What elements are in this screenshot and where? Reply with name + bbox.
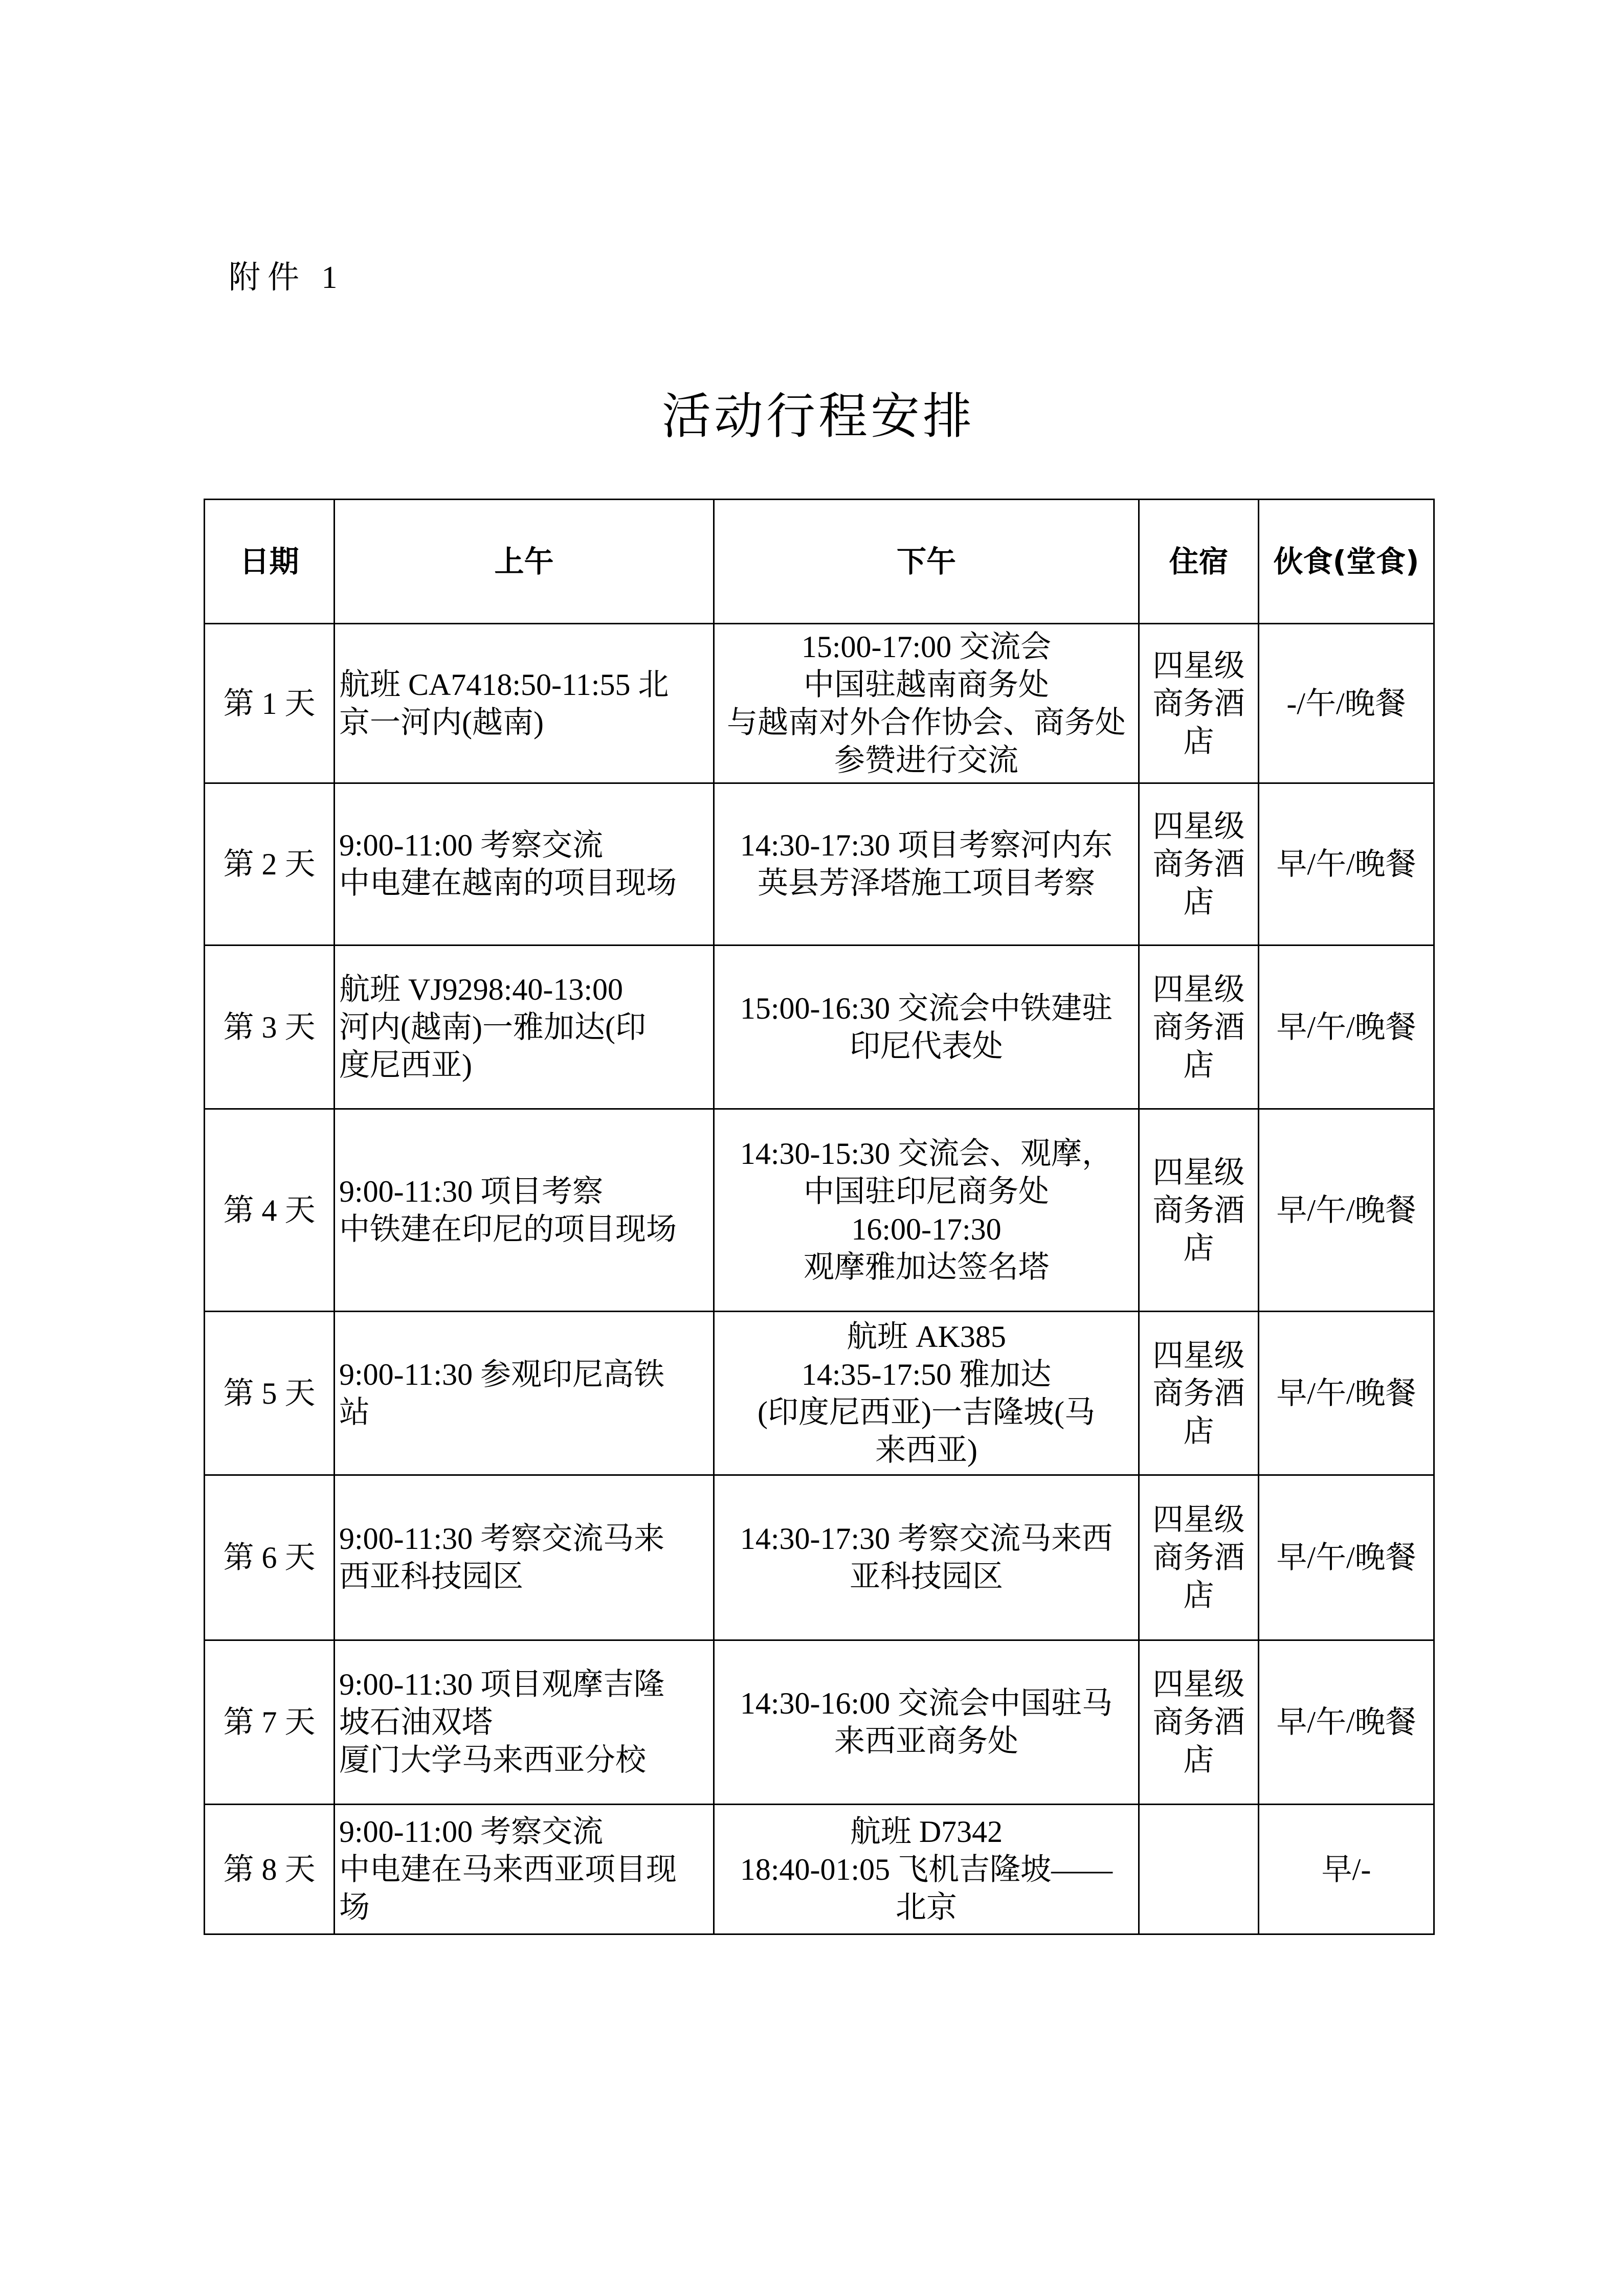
lodging-cell <box>1139 783 1259 946</box>
day-line: 第 5 天 <box>223 1376 316 1410</box>
lodging-cell <box>1139 624 1259 783</box>
table-row <box>205 946 1434 1109</box>
lodging-cell <box>1139 1109 1259 1312</box>
afternoon-line: 15:00-17:00 交流会 <box>801 629 1052 664</box>
page-title: 活动行程安排 <box>662 389 975 444</box>
meals-cell <box>1259 1312 1434 1475</box>
lodging-line: 商务酒 <box>1152 847 1245 881</box>
afternoon-line: 16:00-17:30 <box>851 1212 1002 1246</box>
morning-line: 中电建在越南的项目现场 <box>339 866 677 900</box>
afternoon-line: 印尼代表处 <box>850 1029 1003 1063</box>
lodging-cell <box>1139 1475 1259 1640</box>
meals-cell <box>1259 783 1434 946</box>
header-afternoon: 下午 <box>714 500 1139 624</box>
afternoon-line: 14:30-16:00 交流会中国驻马 <box>740 1686 1113 1720</box>
day-line: 第 6 天 <box>223 1541 316 1574</box>
meals-line: 早/午/晚餐 <box>1276 1010 1416 1044</box>
morning-cell <box>335 624 714 783</box>
day-cell <box>205 1640 335 1805</box>
lodging-cell <box>1139 1312 1259 1475</box>
meals-cell <box>1259 624 1434 783</box>
morning-line: 厦门大学马来西亚分校 <box>339 1743 646 1777</box>
lodging-line: 商务酒 <box>1152 1376 1245 1410</box>
table-row <box>205 624 1434 783</box>
afternoon-line: 14:30-15:30 交流会、观摩， <box>740 1136 1113 1170</box>
day-line: 第 2 天 <box>223 847 316 881</box>
attachment-label: 附件 1 <box>229 260 345 295</box>
lodging-line: 店 <box>1183 1743 1214 1777</box>
morning-cell <box>335 946 714 1109</box>
lodging-line: 店 <box>1183 885 1214 919</box>
day-line: 第 8 天 <box>223 1852 316 1886</box>
lodging-line: 四星级 <box>1152 972 1245 1006</box>
afternoon-line: 14:30-17:30 考察交流马来西 <box>740 1522 1113 1556</box>
afternoon-line: 观摩雅加达签名塔 <box>804 1250 1049 1284</box>
morning-line: 河内(越南)一雅加达(印 <box>339 1010 646 1044</box>
header-row <box>205 500 1434 624</box>
morning-line: 9:00-11:30 考察交流马来 <box>339 1522 665 1556</box>
itinerary-table <box>204 499 1435 1935</box>
day-cell <box>205 1805 335 1934</box>
afternoon-line: 英县芳泽塔施工项目考察 <box>758 866 1095 900</box>
meals-line: 早/- <box>1321 1852 1371 1886</box>
meals-line: 早/午/晚餐 <box>1276 1541 1416 1574</box>
afternoon-cell <box>714 1805 1139 1934</box>
morning-line: 中铁建在印尼的项目现场 <box>339 1212 677 1246</box>
lodging-line: 商务酒 <box>1152 1010 1245 1044</box>
afternoon-line: 14:30-17:30 项目考察河内东 <box>740 828 1113 862</box>
morning-line: 航班 CA7418:50-11:55 北 <box>339 667 669 702</box>
afternoon-line: 航班 AK385 <box>847 1319 1006 1354</box>
afternoon-line: 14:35-17:50 雅加达 <box>801 1357 1052 1391</box>
meals-line: 早/午/晚餐 <box>1276 847 1416 881</box>
table-row <box>205 1312 1434 1475</box>
afternoon-line: 参赞进行交流 <box>834 743 1018 777</box>
lodging-cell <box>1139 946 1259 1109</box>
lodging-line: 店 <box>1183 724 1214 758</box>
table-body <box>205 624 1434 1934</box>
morning-cell <box>335 1805 714 1934</box>
meals-line: 早/午/晚餐 <box>1276 1193 1416 1227</box>
morning-cell <box>335 1109 714 1312</box>
day-cell <box>205 1475 335 1640</box>
afternoon-line: 来西亚) <box>875 1433 977 1467</box>
day-line: 第 7 天 <box>223 1705 316 1739</box>
lodging-line: 店 <box>1183 1579 1214 1612</box>
lodging-line: 四星级 <box>1152 1338 1245 1372</box>
morning-line: 9:00-11:30 项目考察 <box>339 1174 604 1208</box>
lodging-line: 店 <box>1183 1231 1214 1265</box>
day-cell <box>205 624 335 783</box>
afternoon-line: 来西亚商务处 <box>834 1724 1018 1758</box>
lodging-cell <box>1139 1640 1259 1805</box>
morning-line: 9:00-11:30 参观印尼高铁 <box>339 1357 665 1391</box>
meals-line: -/午/晚餐 <box>1286 686 1406 721</box>
day-cell <box>205 946 335 1109</box>
meals-cell <box>1259 1475 1434 1640</box>
lodging-line: 四星级 <box>1152 648 1245 683</box>
day-line: 第 4 天 <box>223 1193 316 1227</box>
morning-line: 中电建在马来西亚项目现 <box>339 1852 677 1886</box>
afternoon-line: 18:40-01:05 飞机吉隆坡—— <box>740 1852 1113 1886</box>
morning-cell <box>335 1475 714 1640</box>
day-cell <box>205 1109 335 1312</box>
meals-cell <box>1259 1805 1434 1934</box>
morning-line: 9:00-11:00 考察交流 <box>339 828 604 862</box>
lodging-line: 四星级 <box>1152 1668 1245 1701</box>
afternoon-line: 15:00-16:30 交流会中铁建驻 <box>740 991 1113 1025</box>
meals-line: 早/午/晚餐 <box>1276 1376 1416 1410</box>
afternoon-cell <box>714 1475 1139 1640</box>
morning-line: 9:00-11:30 项目观摩吉隆 <box>339 1668 665 1701</box>
table-row <box>205 1640 1434 1805</box>
morning-cell <box>335 1312 714 1475</box>
lodging-line: 商务酒 <box>1152 1705 1245 1739</box>
header-lodging: 住宿 <box>1139 500 1259 624</box>
afternoon-cell <box>714 783 1139 946</box>
morning-line: 坡石油双塔 <box>339 1705 493 1739</box>
afternoon-line: 中国驻印尼商务处 <box>804 1174 1049 1208</box>
lodging-line: 店 <box>1183 1414 1214 1448</box>
afternoon-line: 亚科技园区 <box>850 1560 1003 1593</box>
afternoon-line: 航班 D7342 <box>850 1814 1003 1849</box>
meals-line: 早/午/晚餐 <box>1276 1705 1416 1739</box>
afternoon-line: 中国驻越南商务处 <box>804 667 1049 702</box>
header-meals: 伙食(堂食) <box>1259 500 1434 624</box>
lodging-line: 店 <box>1183 1048 1214 1082</box>
morning-cell <box>335 783 714 946</box>
day-line: 第 3 天 <box>223 1010 316 1044</box>
afternoon-cell <box>714 946 1139 1109</box>
afternoon-cell <box>714 1640 1139 1805</box>
table-row <box>205 1109 1434 1312</box>
day-cell <box>205 1312 335 1475</box>
table-row <box>205 1805 1434 1934</box>
header-morning: 上午 <box>335 500 714 624</box>
day-line: 第 1 天 <box>223 686 316 721</box>
morning-line: 京一河内(越南) <box>339 705 544 739</box>
afternoon-cell <box>714 1109 1139 1312</box>
lodging-line: 商务酒 <box>1152 1541 1245 1574</box>
afternoon-line: (印度尼西亚)一吉隆坡(马 <box>758 1395 1095 1429</box>
lodging-line: 商务酒 <box>1152 1193 1245 1227</box>
table-header <box>205 500 1434 624</box>
lodging-cell <box>1139 1805 1259 1934</box>
day-cell <box>205 783 335 946</box>
meals-cell <box>1259 1640 1434 1805</box>
lodging-line: 四星级 <box>1152 809 1245 843</box>
lodging-line: 四星级 <box>1152 1503 1245 1537</box>
afternoon-cell <box>714 1312 1139 1475</box>
meals-cell <box>1259 946 1434 1109</box>
lodging-line: 商务酒 <box>1152 686 1245 721</box>
afternoon-cell <box>714 624 1139 783</box>
morning-line: 9:00-11:00 考察交流 <box>339 1814 604 1849</box>
morning-line: 场 <box>339 1890 370 1924</box>
afternoon-line: 与越南对外合作协会、商务处 <box>727 705 1126 739</box>
table-row <box>205 1475 1434 1640</box>
afternoon-line: 北京 <box>896 1890 957 1924</box>
morning-line: 度尼西亚) <box>339 1048 472 1082</box>
morning-line: 航班 VJ9298:40-13:00 <box>339 972 623 1006</box>
morning-cell <box>335 1640 714 1805</box>
morning-line: 站 <box>339 1395 370 1429</box>
header-date: 日期 <box>205 500 335 624</box>
meals-cell <box>1259 1109 1434 1312</box>
lodging-line: 四星级 <box>1152 1155 1245 1189</box>
morning-line: 西亚科技园区 <box>339 1560 523 1593</box>
table-row <box>205 783 1434 946</box>
